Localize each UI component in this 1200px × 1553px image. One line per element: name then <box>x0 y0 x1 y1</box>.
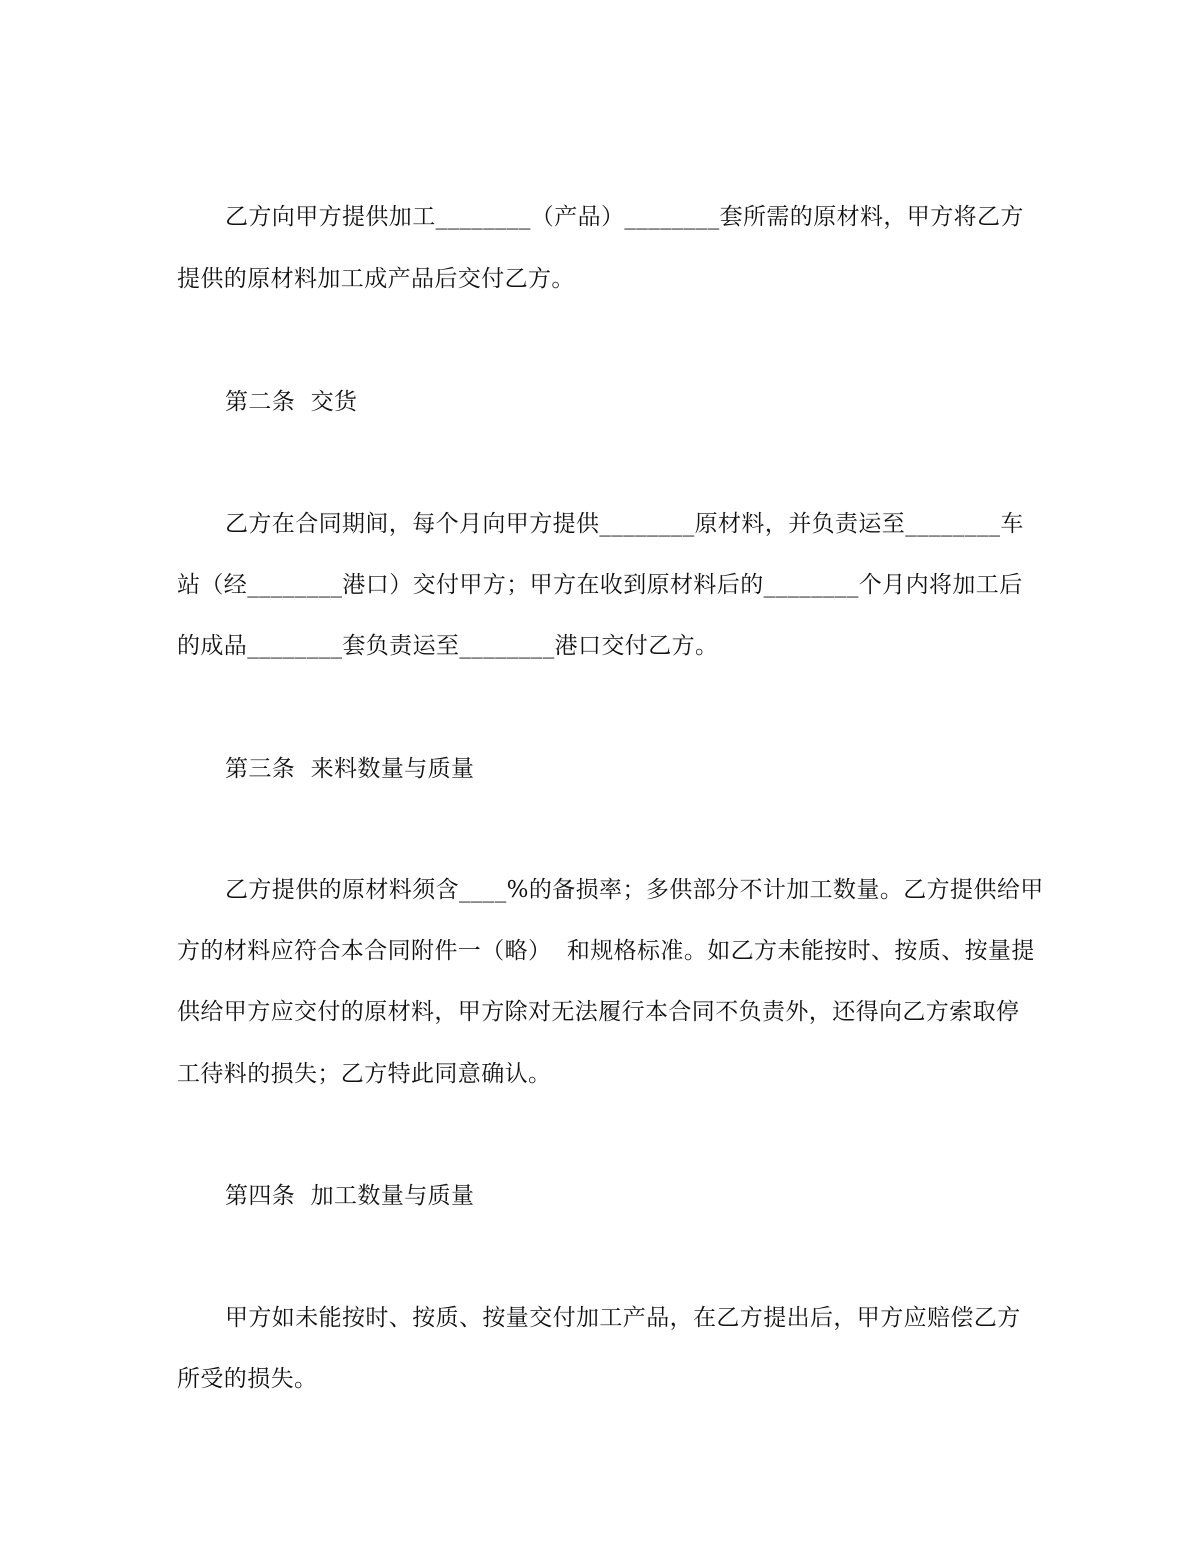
paragraph-3-line-3: 供给甲方应交付的原材料，甲方除对无法履行本合同不负责外，还得向乙方索取停 <box>177 999 1020 1025</box>
paragraph-2-line-3: 的成品________套负责运至________港口交付乙方。 <box>177 633 719 659</box>
paragraph-3-line-2: 方的材料应符合本合同附件一（略） 和规格标准。如乙方未能按时、按质、按量提 <box>177 938 1035 964</box>
paragraph-2-line-2: 站（经________港口）交付甲方；甲方在收到原材料后的________个月内将加工后 <box>177 572 1023 598</box>
paragraph-4-line-2: 所受的损失。 <box>177 1366 318 1392</box>
paragraph-1-line-2: 提供的原材料加工成产品后交付乙方。 <box>177 266 575 292</box>
section-heading-3: 第三条 来料数量与质量 <box>225 756 475 782</box>
section-heading-2: 第二条 交货 <box>225 389 358 415</box>
paragraph-2-line-1: 乙方在合同期间，每个月向甲方提供________原材料，并负责运至________车 <box>225 511 1024 537</box>
paragraph-1-line-1: 乙方向甲方提供加工________（产品）________套所需的原材料，甲方将乙方 <box>225 204 1024 230</box>
paragraph-3-line-4: 工待料的损失；乙方特此同意确认。 <box>177 1061 552 1087</box>
paragraph-4-line-1: 甲方如未能按时、按质、按量交付加工产品，在乙方提出后，甲方应赔偿乙方 <box>225 1305 1021 1331</box>
section-heading-4: 第四条 加工数量与质量 <box>225 1183 475 1209</box>
paragraph-3-line-1: 乙方提供的原材料须含____%的备损率；多供部分不计加工数量。乙方提供给甲 <box>225 877 1044 903</box>
